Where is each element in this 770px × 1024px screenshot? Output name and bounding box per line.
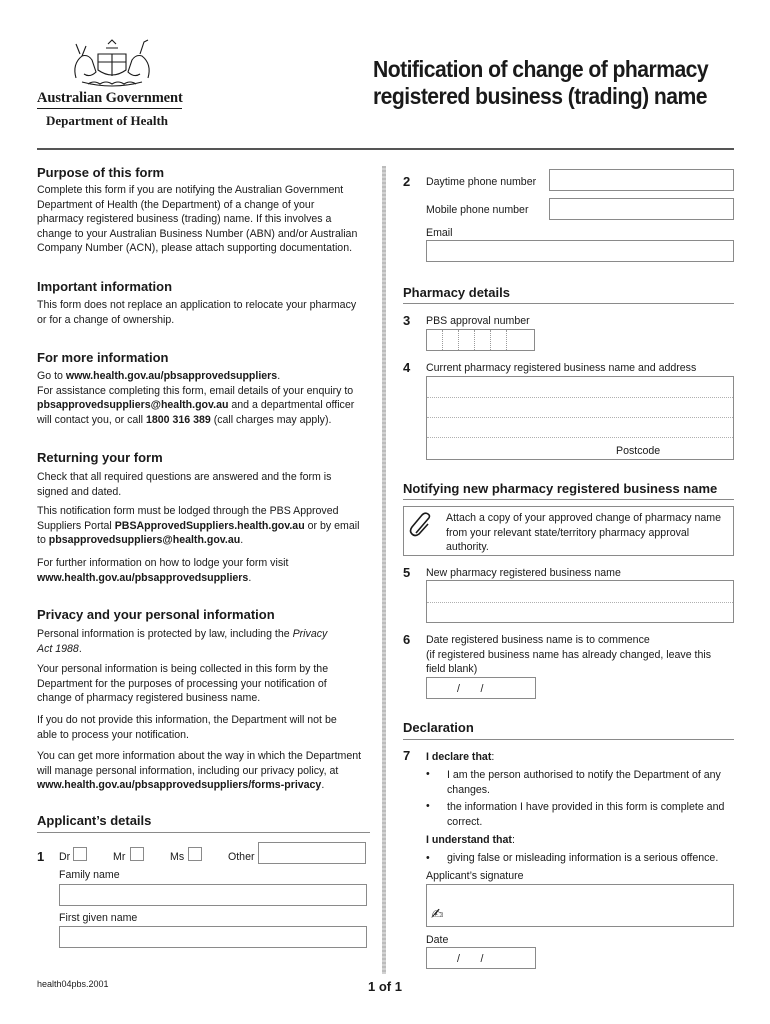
new-name-input[interactable] [426, 580, 734, 623]
question-2-number: 2 [403, 174, 411, 189]
new-name-label: New pharmacy registered business name [426, 567, 621, 579]
understand-label: I understand that: [426, 834, 515, 846]
declare-label: I declare that: [426, 751, 495, 763]
title-mr-checkbox[interactable] [130, 847, 144, 861]
lodge-email-link[interactable]: pbsapprovedsuppliers@health.gov.au [48, 534, 241, 547]
purpose-heading: Purpose of this form [37, 165, 165, 180]
email-link[interactable]: pbsapprovedsuppliers@health.gov.au [37, 399, 229, 412]
daytime-phone-label: Daytime phone number [426, 176, 537, 188]
returning-text-1: Check that all required questions are answered and the form is signed and dated. [37, 471, 332, 498]
pharmacy-heading: Pharmacy details [403, 285, 510, 300]
phone-number: 1800 316 389 [145, 413, 211, 426]
form-code: health04pbs.2001 [37, 979, 109, 989]
column-divider [382, 166, 386, 974]
understand-item-1: giving false or misleading information is a serious offence. [447, 852, 719, 864]
email-input[interactable] [426, 240, 734, 262]
purpose-text: Complete this form if you are notifying the Australian Government Department of Health (the Department) of a change of your pharmacy registered business (trading) name. If this involves a change to your Australian Business Number (ABN) and/or Australian Company Number (ACN), please attach supporting documentation. [37, 184, 358, 255]
privacy-text-1: Personal information is protected by law, including the Privacy Act 1988. [37, 628, 328, 655]
department-name: Department of Health [46, 113, 169, 128]
question-1-number: 1 [37, 849, 45, 864]
form-title: Notification of change of pharmacy registered business (trading) name [373, 56, 709, 109]
signature-icon: ✍ [431, 905, 444, 923]
title-dr-checkbox[interactable] [73, 847, 87, 861]
bullet-2: • [426, 800, 430, 812]
website-link[interactable]: www.health.gov.au/pbsapprovedsuppliers [65, 370, 278, 382]
privacy-text-2: Your personal information is being collected in this form by the Department for the purposes of processing your notification of change of pharmacy registered business name. [37, 663, 329, 705]
returning-heading: Returning your form [37, 450, 163, 465]
current-name-label: Current pharmacy registered business name and address [426, 362, 697, 374]
bullet-3: • [426, 852, 430, 864]
page-number: 1 of 1 [368, 979, 402, 994]
declaration-rule [403, 739, 734, 740]
declare-item-2: the information I have provided in this form is complete and correct. [447, 801, 725, 828]
privacy-text-4: You can get more information about the way in which the Department will manage personal information, including our privacy policy, at www.health.gov.au/pbsapprovedsuppliers/forms-privacy. [37, 750, 362, 792]
title-ms-label: Ms [170, 851, 185, 863]
daytime-phone-input[interactable] [549, 169, 734, 191]
question-7-number: 7 [403, 748, 411, 763]
declare-item-1: I am the person authorised to notify the Department of any changes. [447, 769, 721, 796]
title-ms-checkbox[interactable] [188, 847, 202, 861]
title-mr-label: Mr [113, 851, 126, 863]
date-label: Date [426, 934, 449, 946]
declaration-heading: Declaration [403, 720, 474, 735]
mobile-phone-input[interactable] [549, 198, 734, 220]
header-rule [37, 148, 734, 150]
question-3-number: 3 [403, 313, 411, 328]
bullet-1: • [426, 768, 430, 780]
applicant-heading: Applicant’s details [37, 813, 152, 828]
email-label: Email [426, 227, 453, 239]
logo-rule [37, 108, 182, 109]
title-dr-label: Dr [59, 851, 71, 863]
portal-link[interactable]: PBSApprovedSuppliers.health.gov.au [114, 519, 305, 532]
returning-text-3: For further information on how to lodge your form visit www.health.gov.au/pbsapprovedsuppliers. [37, 557, 289, 584]
title-other-label: Other [228, 851, 255, 863]
applicant-rule [37, 832, 370, 833]
declaration-date-input[interactable]: / / [426, 947, 536, 969]
government-name: Australian Government [37, 90, 183, 106]
mobile-phone-label: Mobile phone number [426, 204, 529, 216]
pbs-approval-input[interactable] [426, 329, 535, 351]
pharmacy-rule [403, 303, 734, 304]
first-given-name-input[interactable] [59, 926, 367, 948]
postcode-label: Postcode [616, 445, 661, 457]
commence-date-input[interactable]: / / [426, 677, 536, 699]
title-other-input[interactable] [258, 842, 366, 864]
attachment-text: Attach a copy of your approved change of pharmacy name from your relevant state/territory pharmacy approval authority. [446, 512, 722, 554]
current-name-address-input[interactable] [426, 376, 734, 460]
question-6-number: 6 [403, 632, 411, 647]
notify-heading: Notifying new pharmacy registered business name [403, 481, 718, 496]
privacy-heading: Privacy and your personal information [37, 607, 275, 622]
first-given-name-label: First given name [59, 912, 138, 924]
more-info-text: Go to www.health.gov.au/pbsapprovedsuppliers. For assistance completing this form, email details of your enquiry to pbsapprovedsuppliers@health.gov.au and a departmental officer will contact you, or call 1800 316 389 (call charges may apply). [37, 370, 355, 426]
attachment-notice [403, 506, 734, 556]
family-name-input[interactable] [59, 884, 367, 906]
question-4-number: 4 [403, 360, 411, 375]
lodge-website-link[interactable]: www.health.gov.au/pbsapprovedsuppliers [37, 571, 249, 584]
family-name-label: Family name [59, 869, 120, 881]
signature-label: Applicant’s signature [426, 870, 524, 882]
privacy-text-3: If you do not provide this information, the Department will not be able to process your notification. [37, 714, 337, 741]
signature-input[interactable] [426, 884, 734, 927]
privacy-policy-link[interactable]: www.health.gov.au/pbsapprovedsuppliers/forms-privacy [37, 779, 322, 792]
important-text: This form does not replace an application to relocate your pharmacy or for a change of ownership. [37, 299, 357, 326]
pbs-approval-label: PBS approval number [426, 315, 530, 327]
paperclip-icon [408, 511, 436, 539]
returning-text-2: This notification form must be lodged through the PBS Approved Suppliers Portal PBSApprovedSuppliers.health.gov.au or by email to pbsapprovedsuppliers@health.gov.au. [37, 505, 360, 547]
notify-rule [403, 499, 734, 500]
question-5-number: 5 [403, 565, 411, 580]
important-heading: Important information [37, 279, 173, 294]
commence-date-label: Date registered business name is to commence (if registered business name has already changed, leave this field blank) [426, 634, 712, 676]
coat-of-arms-logo [68, 34, 156, 92]
more-info-heading: For more information [37, 350, 169, 365]
